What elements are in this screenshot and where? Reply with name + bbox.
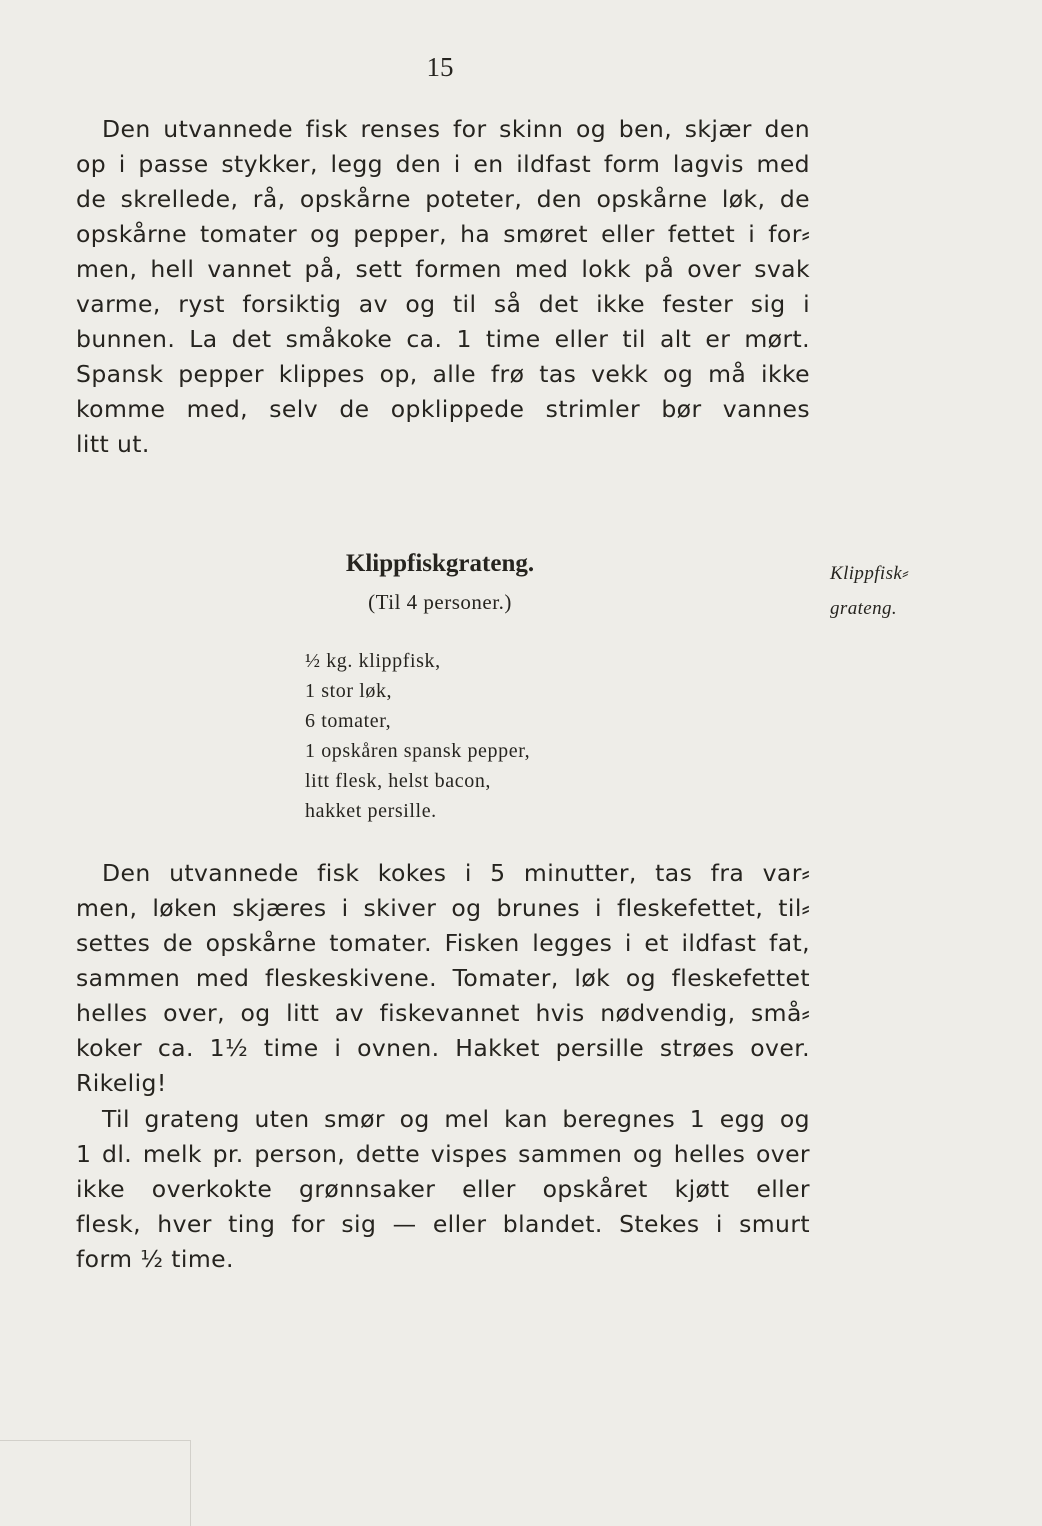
text-line: Spansk pepper klippes op, alle frø tas vekk og må ikke [76, 360, 810, 388]
paragraph-method [76, 856, 810, 1101]
text-line: opskårne tomater og pepper, ha smøret eller fettet i for⸗ [76, 220, 810, 248]
ingredient-item: 1 stor løk, [305, 680, 393, 702]
ingredient-item: 1 opskåren spansk pepper, [305, 740, 531, 762]
text-line: op i passe stykker, legg den i en ildfast form lagvis med [76, 150, 810, 178]
text-line: form ½ time. [76, 1245, 234, 1273]
ingredient-item: litt flesk, helst bacon, [305, 770, 492, 792]
text-line: koker ca. 1½ time i ovnen. Hakket persille strøes over. [76, 1034, 810, 1062]
recipe-servings: (Til 4 personer.) [368, 590, 512, 614]
margin-note-line: grateng. [830, 598, 898, 619]
text-line: helles over, og litt av fiskevannet hvis nødvendig, små⸗ [76, 999, 810, 1027]
paragraph-variation [76, 1102, 810, 1277]
paragraph-preparation [76, 112, 810, 462]
ingredient-item: ½ kg. klippfisk, [305, 650, 441, 672]
text-line: varme, ryst forsiktig av og til så det ikke fester sig i [76, 290, 810, 318]
text-line: de skrellede, rå, opskårne poteter, den opskårne løk, de [76, 185, 810, 213]
text-line: Til grateng uten smør og mel kan beregnes 1 egg og [102, 1105, 810, 1133]
text-line: bunnen. La det småkoke ca. 1 time eller til alt er mørt. [76, 325, 810, 353]
text-line: 1 dl. melk pr. person, dette vispes sammen og helles over [76, 1140, 810, 1168]
text-line: flesk, hver ting for sig — eller blandet. Stekes i smurt [76, 1210, 810, 1238]
ingredient-list [305, 646, 530, 826]
text-line: men, løken skjæres i skiver og brunes i fleskefettet, til⸗ [76, 894, 810, 922]
page-number: 15 [426, 52, 454, 82]
ingredient-item: 6 tomater, [305, 710, 392, 732]
recipe-title: Klippfiskgrateng. [345, 550, 535, 577]
text-line: ikke overkokte grønnsaker eller opskåret kjøtt eller [76, 1175, 810, 1203]
text-line: litt ut. [76, 430, 150, 458]
margin-note [830, 556, 909, 626]
text-line: Den utvannede fisk renses for skinn og ben, skjær den [102, 115, 810, 143]
text-line: sammen med fleskeskivene. Tomater, løk og fleskefettet [76, 964, 810, 992]
margin-note-line: Klippfisk⸗ [830, 563, 909, 584]
text-line: komme med, selv de opklippede strimler bør vannes [76, 395, 810, 423]
ingredient-item: hakket persille. [305, 800, 437, 822]
text-line: Den utvannede fisk kokes i 5 minutter, tas fra var⸗ [102, 859, 810, 887]
text-line: Rikelig! [76, 1069, 167, 1097]
scan-corner-mark [0, 1440, 191, 1526]
text-line: men, hell vannet på, sett formen med lokk på over svak [76, 255, 810, 283]
text-line: settes de opskårne tomater. Fisken legges i et ildfast fat, [76, 929, 810, 957]
